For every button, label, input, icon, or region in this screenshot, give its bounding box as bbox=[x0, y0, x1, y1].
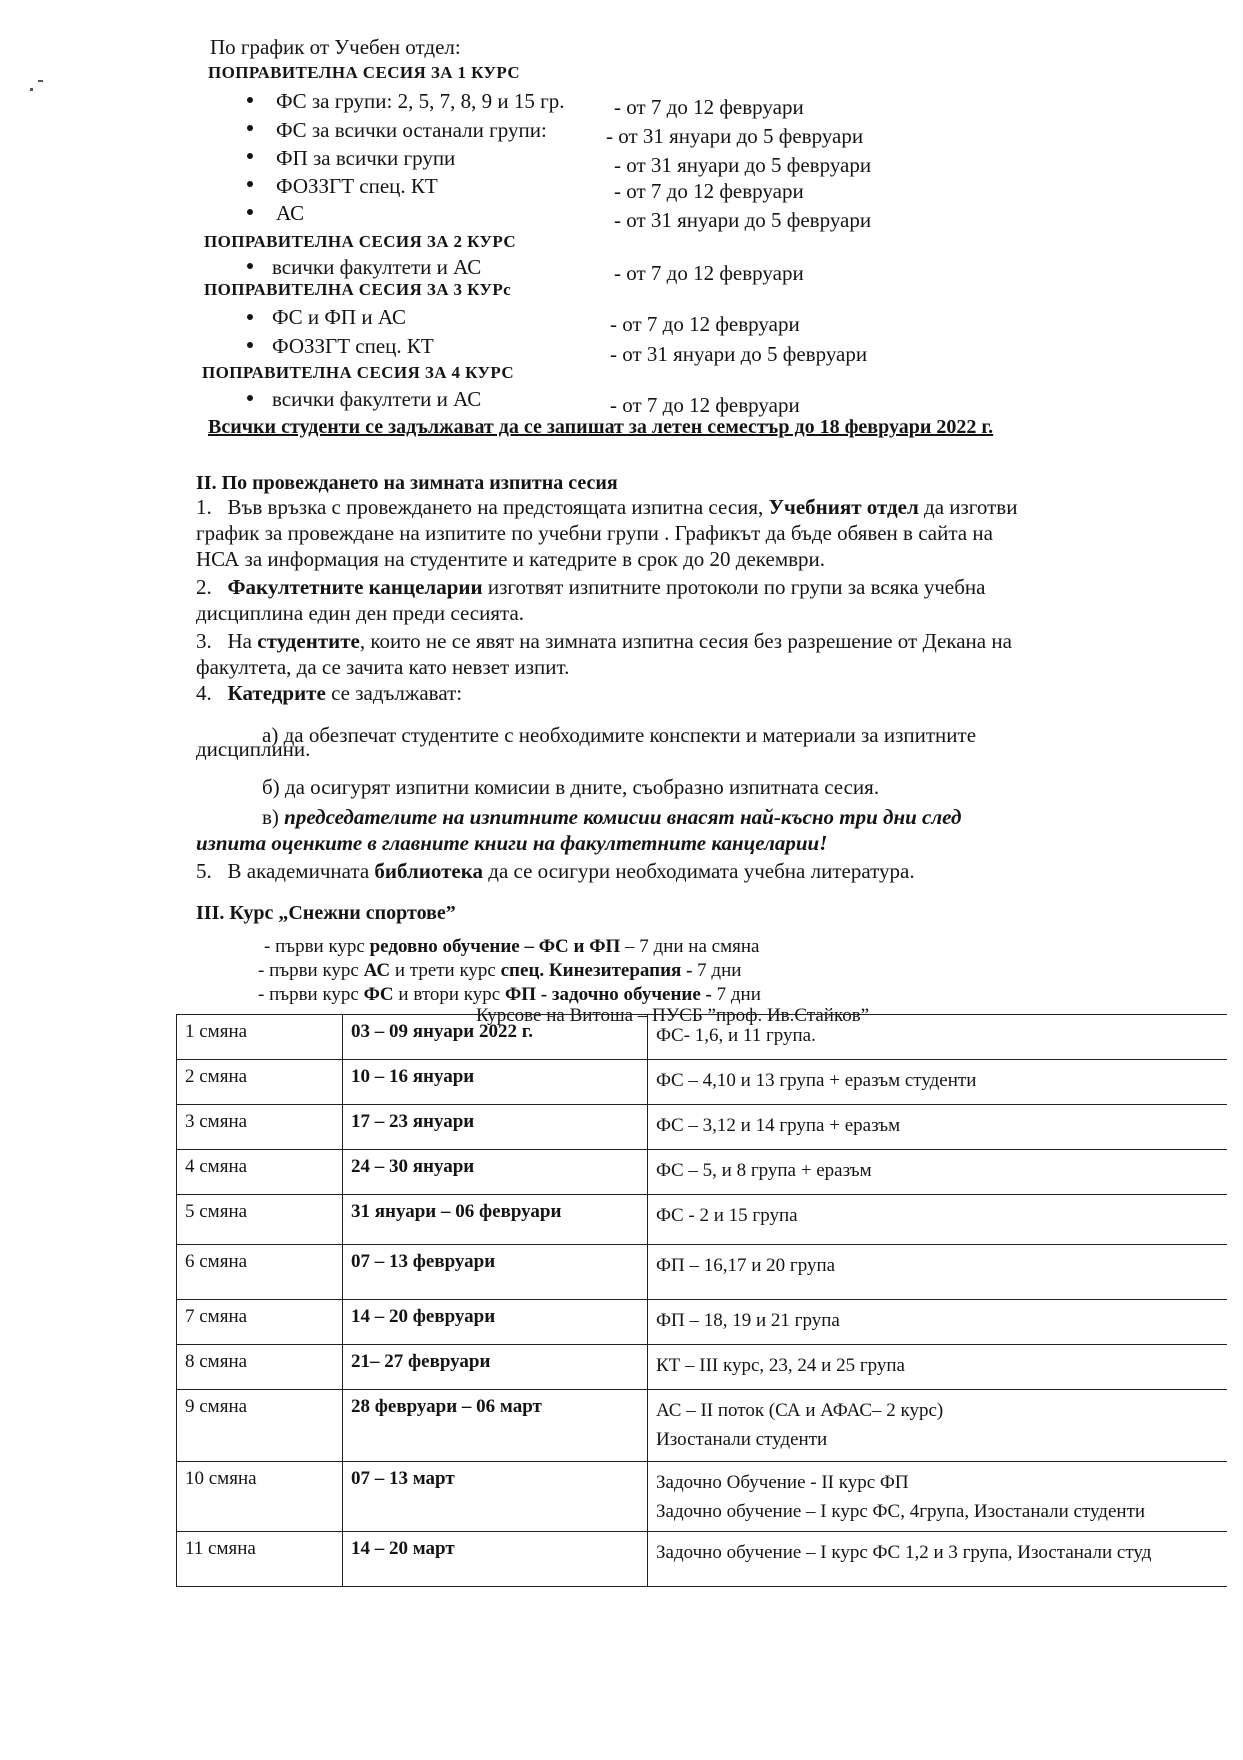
text-bold: редовно обучение – ФС и ФП bbox=[369, 936, 621, 957]
scan-mark bbox=[38, 80, 43, 82]
paragraph-3-line-2: факултета, да се зачита като невзет изпит. bbox=[196, 655, 570, 679]
text: На bbox=[227, 629, 258, 653]
course-line bbox=[258, 958, 741, 984]
list-item-right: - от 7 до 12 февруари bbox=[610, 312, 800, 336]
text-bold-italic: председателите на изпитните комисии внасят най-късно три дни след bbox=[284, 805, 962, 829]
paragraph-1-line-3: НСА за информация на студентите и катедрите в срок до 20 декември. bbox=[196, 547, 826, 571]
shift-cell: 9 смяна bbox=[177, 1390, 343, 1462]
paragraph-3 bbox=[196, 628, 1012, 654]
heading-course-3: ПОПРАВИТЕЛНА СЕСИЯ ЗА 3 КУРс bbox=[204, 280, 512, 299]
heading-course-2: ПОПРАВИТЕЛНА СЕСИЯ ЗА 2 КУРС bbox=[204, 232, 517, 251]
table-row bbox=[177, 1345, 1227, 1390]
groups-cell bbox=[648, 1245, 1227, 1300]
item-number: 3. bbox=[196, 629, 212, 653]
item-number: 4. bbox=[196, 681, 212, 705]
scan-mark bbox=[30, 88, 33, 91]
table-caption: Курсове на Витоша – ПУСБ ”проф. Ив.Стайков” bbox=[476, 1005, 870, 1026]
groups-line: ФП – 16,17 и 20 група bbox=[656, 1255, 836, 1276]
text: да изготви bbox=[918, 495, 1018, 519]
groups-cell bbox=[648, 1300, 1227, 1345]
groups-line: ФС – 4,10 и 13 група + еразъм студенти bbox=[656, 1070, 977, 1091]
dates-cell: 10 – 16 януари bbox=[343, 1060, 648, 1105]
paragraph-4 bbox=[196, 680, 462, 706]
item-number: 2. bbox=[196, 575, 212, 599]
dates-cell: 17 – 23 януари bbox=[343, 1105, 648, 1150]
groups-cell bbox=[648, 1105, 1227, 1150]
list-item-left: ФС за всички останали групи: bbox=[276, 118, 547, 142]
bullet-icon bbox=[247, 342, 253, 348]
text: - първи курс bbox=[264, 936, 370, 957]
list-item-left: ФС и ФП и АС bbox=[272, 305, 406, 329]
groups-line: Задочно Обучение - II курс ФП bbox=[656, 1472, 909, 1493]
table-row bbox=[177, 1060, 1227, 1105]
text: и трети курс bbox=[390, 960, 501, 981]
dates-cell: 07 – 13 март bbox=[343, 1462, 648, 1532]
table-row bbox=[177, 1300, 1227, 1345]
text-bold: ФП - задочно обучение - bbox=[504, 984, 717, 1005]
groups-cell bbox=[648, 1060, 1227, 1105]
heading-course-1: ПОПРАВИТЕЛНА СЕСИЯ ЗА 1 КУРС bbox=[208, 63, 521, 82]
dates-cell: 21– 27 февруари bbox=[343, 1345, 648, 1390]
dates-cell: 14 – 20 февруари bbox=[343, 1300, 648, 1345]
paragraph-1 bbox=[196, 494, 1017, 520]
shift-cell: 6 смяна bbox=[177, 1245, 343, 1300]
paragraph-4-v-line-2: изпита оценките в главните книги на факултетните канцеларии! bbox=[196, 831, 828, 855]
shift-cell: 7 смяна bbox=[177, 1300, 343, 1345]
paragraph-4-a: а) да обезпечат студентите с необходимите конспекти и материали за изпитните bbox=[262, 723, 977, 747]
shift-cell: 1 смяна bbox=[177, 1015, 343, 1060]
groups-cell bbox=[648, 1150, 1227, 1195]
dates-cell: 31 януари – 06 февруари bbox=[343, 1195, 648, 1245]
table-row bbox=[177, 1532, 1227, 1587]
groups-cell bbox=[648, 1195, 1227, 1245]
table-row bbox=[177, 1462, 1227, 1532]
bullet-icon bbox=[247, 97, 253, 103]
bullet-icon bbox=[247, 209, 253, 215]
intro-line: По график от Учебен отдел: bbox=[210, 35, 461, 59]
groups-line: Задочно обучение – I курс ФС, 4група, Изостанали студенти bbox=[656, 1501, 1146, 1522]
text-bold: спец. Кинезитерапия - bbox=[500, 960, 698, 981]
list-item-right: - от 31 януари до 5 февруари bbox=[610, 342, 868, 366]
item-number: 5. bbox=[196, 859, 212, 883]
dates-cell: 07 – 13 февруари bbox=[343, 1245, 648, 1300]
list-item-right: - от 31 януари до 5 февруари bbox=[614, 208, 872, 232]
heading-course-4: ПОПРАВИТЕЛНА СЕСИЯ ЗА 4 КУРС bbox=[202, 363, 515, 382]
paragraph-4-a-line-2: дисциплини. bbox=[196, 737, 311, 761]
text: – 7 дни на смяна bbox=[620, 936, 760, 957]
registration-notice: Всички студенти се задължават да се запишат за летен семестър до 18 февруари 2022 г. bbox=[208, 416, 994, 438]
dates-cell: 03 – 09 януари 2022 г. bbox=[343, 1015, 648, 1060]
text: да се осигури необходимата учебна литература. bbox=[483, 859, 915, 883]
text: - първи курс bbox=[258, 960, 364, 981]
schedule-table bbox=[176, 1014, 1227, 1587]
list-item-right: - от 31 януари до 5 февруари bbox=[614, 153, 872, 177]
text-bold: Факултетните канцеларии bbox=[227, 575, 483, 599]
paragraph-2 bbox=[196, 574, 985, 600]
bullet-icon bbox=[247, 395, 253, 401]
paragraph-5 bbox=[196, 858, 915, 884]
shift-cell: 3 смяна bbox=[177, 1105, 343, 1150]
list-item-right: - от 31 януари до 5 февруари bbox=[606, 124, 864, 148]
item-number: 1. bbox=[196, 495, 212, 519]
list-item-left: АС bbox=[276, 201, 305, 225]
dates-cell: 28 февруари – 06 март bbox=[343, 1390, 648, 1462]
groups-line: АС – II поток (СА и АФАС– 2 курс) bbox=[656, 1400, 944, 1421]
shift-cell: 4 смяна bbox=[177, 1150, 343, 1195]
table-row bbox=[177, 1245, 1227, 1300]
text: и втори курс bbox=[393, 984, 505, 1005]
section-3-title: III. Курс „Снежни спортове” bbox=[196, 902, 456, 924]
shift-cell: 5 смяна bbox=[177, 1195, 343, 1245]
groups-line: ФС- 1,6, и 11 група. bbox=[656, 1025, 816, 1046]
table-row bbox=[177, 1195, 1227, 1245]
groups-line: Изостанали студенти bbox=[656, 1429, 828, 1450]
groups-cell bbox=[648, 1532, 1227, 1587]
list-item-left: всички факултети и АС bbox=[272, 387, 482, 411]
list-item-right: - от 7 до 12 февруари bbox=[614, 95, 804, 119]
groups-line: ФС - 2 и 15 група bbox=[656, 1205, 798, 1226]
text-bold: студентите bbox=[257, 629, 360, 653]
text: изготвят изпитните протоколи по групи за всяка учебна bbox=[482, 575, 986, 599]
list-item-left: ФОЗЗГТ спец. КТ bbox=[276, 174, 438, 198]
text: В академичната bbox=[227, 859, 375, 883]
text: се задължават: bbox=[325, 681, 463, 705]
list-item-left: всички факултети и АС bbox=[272, 255, 482, 279]
dates-cell: 14 – 20 март bbox=[343, 1532, 648, 1587]
paragraph-4-b: б) да осигурят изпитни комисии в дните, съобразно изпитната сесия. bbox=[262, 775, 880, 799]
text: , които не се явят на зимната изпитна сесия без разрешение от Декана на bbox=[359, 629, 1012, 653]
table-row bbox=[177, 1015, 1227, 1060]
list-item-left: ФС за групи: 2, 5, 7, 8, 9 и 15 гр. bbox=[276, 89, 565, 113]
groups-line: ФС – 5, и 8 група + еразъм bbox=[656, 1160, 872, 1181]
groups-line: КТ – III курс, 23, 24 и 25 група bbox=[656, 1355, 905, 1376]
list-item-right: - от 7 до 12 февруари bbox=[614, 261, 804, 285]
text-bold: Учебният отдел bbox=[768, 495, 919, 519]
shift-cell: 8 смяна bbox=[177, 1345, 343, 1390]
groups-line: Задочно обучение – I курс ФС 1,2 и 3 група, Изостанали студ bbox=[656, 1542, 1152, 1563]
groups-line: ФС – 3,12 и 14 група + еразъм bbox=[656, 1115, 901, 1136]
table-row bbox=[177, 1150, 1227, 1195]
list-item-left: ФОЗЗГТ спец. КТ bbox=[272, 334, 434, 358]
list-item-right: - от 7 до 12 февруари bbox=[614, 179, 804, 203]
table-row bbox=[177, 1390, 1227, 1462]
text-bold: Катедрите bbox=[227, 681, 326, 705]
groups-cell bbox=[648, 1345, 1227, 1390]
groups-cell bbox=[648, 1462, 1227, 1532]
bullet-icon bbox=[247, 125, 253, 131]
bullet-icon bbox=[247, 314, 253, 320]
section-2-title: II. По провеждането на зимната изпитна сесия bbox=[196, 472, 618, 494]
text-bold: АС bbox=[363, 960, 391, 981]
text: - първи курс bbox=[258, 984, 364, 1005]
shift-cell: 10 смяна bbox=[177, 1462, 343, 1532]
groups-cell bbox=[648, 1015, 1227, 1060]
paragraph-2-line-2: дисциплина един ден преди сесията. bbox=[196, 601, 525, 625]
shift-cell: 2 смяна bbox=[177, 1060, 343, 1105]
list-item-right: - от 7 до 12 февруари bbox=[610, 393, 800, 417]
groups-cell bbox=[648, 1390, 1227, 1462]
table-row bbox=[177, 1105, 1227, 1150]
text: 7 дни bbox=[716, 984, 761, 1005]
course-line bbox=[264, 934, 759, 960]
shift-cell: 11 смяна bbox=[177, 1532, 343, 1587]
paragraph-1-line-2: график за провеждане на изпитите по учебни групи . Графикът да бъде обявен в сайта на bbox=[196, 521, 993, 545]
text-bold: библиотека bbox=[374, 859, 484, 883]
bullet-icon bbox=[247, 181, 253, 187]
text: Във връзка с провеждането на предстоящата изпитна сесия, bbox=[227, 495, 769, 519]
dates-cell: 24 – 30 януари bbox=[343, 1150, 648, 1195]
groups-line: ФП – 18, 19 и 21 група bbox=[656, 1310, 840, 1331]
paragraph-4-v bbox=[262, 804, 961, 830]
bullet-icon bbox=[247, 153, 253, 159]
list-item-left: ФП за всички групи bbox=[276, 146, 456, 170]
text: в) bbox=[262, 805, 285, 829]
text-bold: ФС bbox=[363, 984, 394, 1005]
text: 7 дни bbox=[697, 960, 742, 981]
bullet-icon bbox=[247, 263, 253, 269]
